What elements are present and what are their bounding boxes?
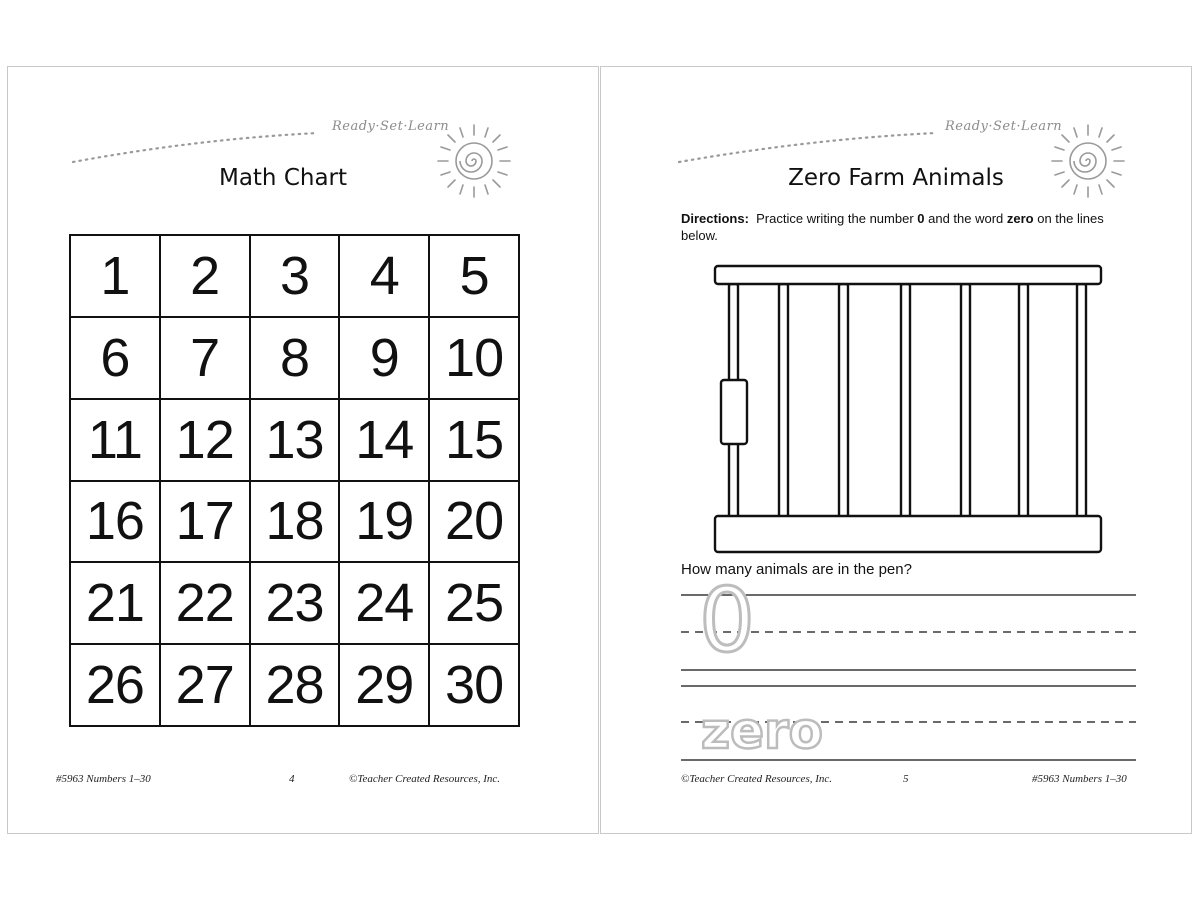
number-cell: 23	[250, 562, 340, 644]
number-cell: 27	[160, 644, 250, 726]
number-cell: 4	[339, 235, 429, 317]
footer-right: ©Teacher Created Resources, Inc.	[349, 773, 501, 785]
footer-right: #5963 Numbers 1–30	[1032, 773, 1127, 785]
right-page	[600, 66, 1192, 834]
page-title: Zero Farm Animals	[788, 165, 1004, 191]
trace-word: zero	[701, 702, 824, 760]
question-text: How many animals are in the pen?	[681, 561, 912, 578]
trace-number: 0	[699, 569, 755, 672]
directions-word: zero	[1006, 211, 1034, 226]
directions-text	[681, 210, 1121, 244]
number-cell: 5	[429, 235, 519, 317]
number-cell: 13	[250, 399, 340, 481]
directions-part-1: Practice writing the number	[756, 211, 918, 226]
number-cell: 21	[70, 562, 160, 644]
directions-number: 0	[917, 211, 925, 226]
page-title: Math Chart	[218, 165, 348, 191]
brand-label: Ready·Set·Learn	[332, 119, 450, 134]
number-cell: 14	[339, 399, 429, 481]
brand-label: Ready·Set·Learn	[945, 119, 1063, 134]
number-cell: 8	[250, 317, 340, 399]
number-chart	[69, 234, 520, 727]
number-cell: 2	[160, 235, 250, 317]
footer-left: #5963 Numbers 1–30	[56, 773, 151, 785]
number-cell: 16	[70, 481, 160, 563]
number-cell: 26	[70, 644, 160, 726]
number-cell: 11	[70, 399, 160, 481]
number-cell: 15	[429, 399, 519, 481]
number-cell: 9	[339, 317, 429, 399]
directions-label: Directions:	[681, 211, 749, 226]
directions-part-2: and the word	[924, 211, 1007, 226]
number-cell: 20	[429, 481, 519, 563]
number-cell: 12	[160, 399, 250, 481]
number-cell: 1	[70, 235, 160, 317]
number-cell: 19	[339, 481, 429, 563]
number-cell: 6	[70, 317, 160, 399]
number-cell: 3	[250, 235, 340, 317]
number-cell: 25	[429, 562, 519, 644]
number-cell: 24	[339, 562, 429, 644]
number-cell: 22	[160, 562, 250, 644]
number-cell: 7	[160, 317, 250, 399]
left-page	[7, 66, 599, 834]
footer-left: ©Teacher Created Resources, Inc.	[681, 773, 833, 785]
empty-pen-illustration	[713, 264, 1103, 556]
page-number: 4	[289, 773, 295, 785]
number-cell: 17	[160, 481, 250, 563]
directions-part-3: on the lines below.	[681, 211, 1104, 243]
number-cell: 30	[429, 644, 519, 726]
number-cell: 10	[429, 317, 519, 399]
page-number: 5	[903, 773, 909, 785]
number-cell: 18	[250, 481, 340, 563]
number-cell: 28	[250, 644, 340, 726]
number-cell: 29	[339, 644, 429, 726]
